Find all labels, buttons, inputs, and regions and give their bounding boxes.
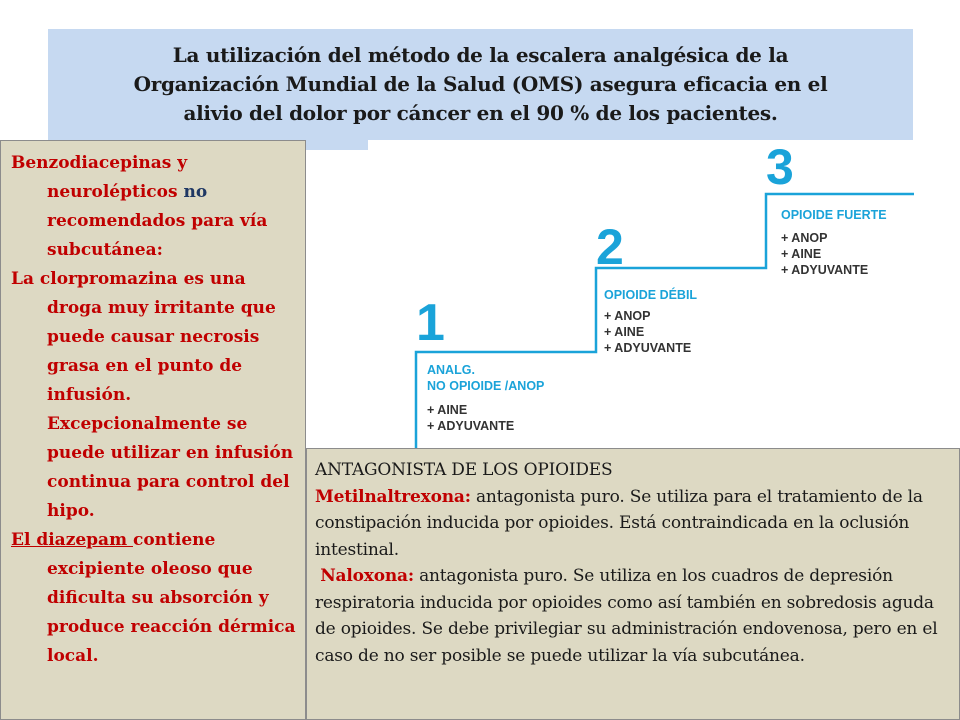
step-3-item: + ADYUVANTE (781, 263, 869, 277)
step-1-item: + AINE (427, 403, 468, 417)
diazepam-underlined: El diazepam (11, 530, 133, 550)
step-1-number: 1 (416, 294, 445, 352)
step-1-subheading: NO OPIOIDE /ANOP (427, 379, 545, 393)
benzodiazepines-panel (0, 140, 306, 720)
naloxone-description: Naloxona: antagonista puro. Se utiliza en los cuadros de depresión respiratoria inducida por opioides como así también en sobredosis aguda de opioides. Se debe privilegiar su administración endovenosa, pero en el caso de no ser posible se puede utilizar la vía subcutánea. (315, 566, 938, 666)
methylnaltrexone-description: Metilnaltrexona: antagonista puro. Se utiliza para el tratamiento de la constipación inducida por opioides. Está contraindicada en la oclusión intestinal. (315, 486, 923, 560)
page-title: La utilización del método de la escalera analgésica de la Organización Mundial de la Salud (OMS) asegura eficacia en el alivio del dolor por cáncer en el 90 % de los pacientes. (133, 43, 828, 125)
step-2-heading: OPIOIDE DÉBIL (604, 288, 698, 302)
antagonists-panel (306, 448, 960, 720)
benzodiazepines-note: Benzodiacepinas y neurolépticos no recomendados para vía subcutánea: (11, 153, 268, 260)
step-2-item: + ADYUVANTE (604, 341, 692, 355)
step-1-item: + ADYUVANTE (427, 419, 515, 433)
step-3-item: + AINE (781, 247, 822, 261)
analgesic-ladder-diagram (306, 140, 960, 448)
step-1-heading: ANALG. (427, 363, 475, 377)
step-2-item: + AINE (604, 325, 645, 339)
antagonists-heading: ANTAGONISTA DE LOS OPIOIDES (315, 460, 613, 480)
step-2-number: 2 (596, 219, 624, 275)
title-banner (48, 29, 913, 140)
chlorpromazine-note: La clorpromazina es una droga muy irritante que puede causar necrosis grasa en el punto de infusión. Excepcionalmente se puede utilizar en infusión continua para control del hipo. (11, 269, 294, 521)
emphasis-no: no (183, 182, 208, 202)
diazepam-note: El diazepam contiene excipiente oleoso que dificulta su absorción y produce reacción dérmica local. (11, 530, 296, 666)
naloxone-name: Naloxona: (320, 566, 414, 586)
step-3-item: + ANOP (781, 231, 828, 245)
step-3-heading: OPIOIDE FUERTE (781, 208, 887, 222)
step-3-number: 3 (766, 140, 794, 195)
methylnaltrexone-name: Metilnaltrexona: (315, 486, 471, 507)
ladder-staircase-line (416, 194, 914, 448)
step-2-item: + ANOP (604, 309, 651, 323)
